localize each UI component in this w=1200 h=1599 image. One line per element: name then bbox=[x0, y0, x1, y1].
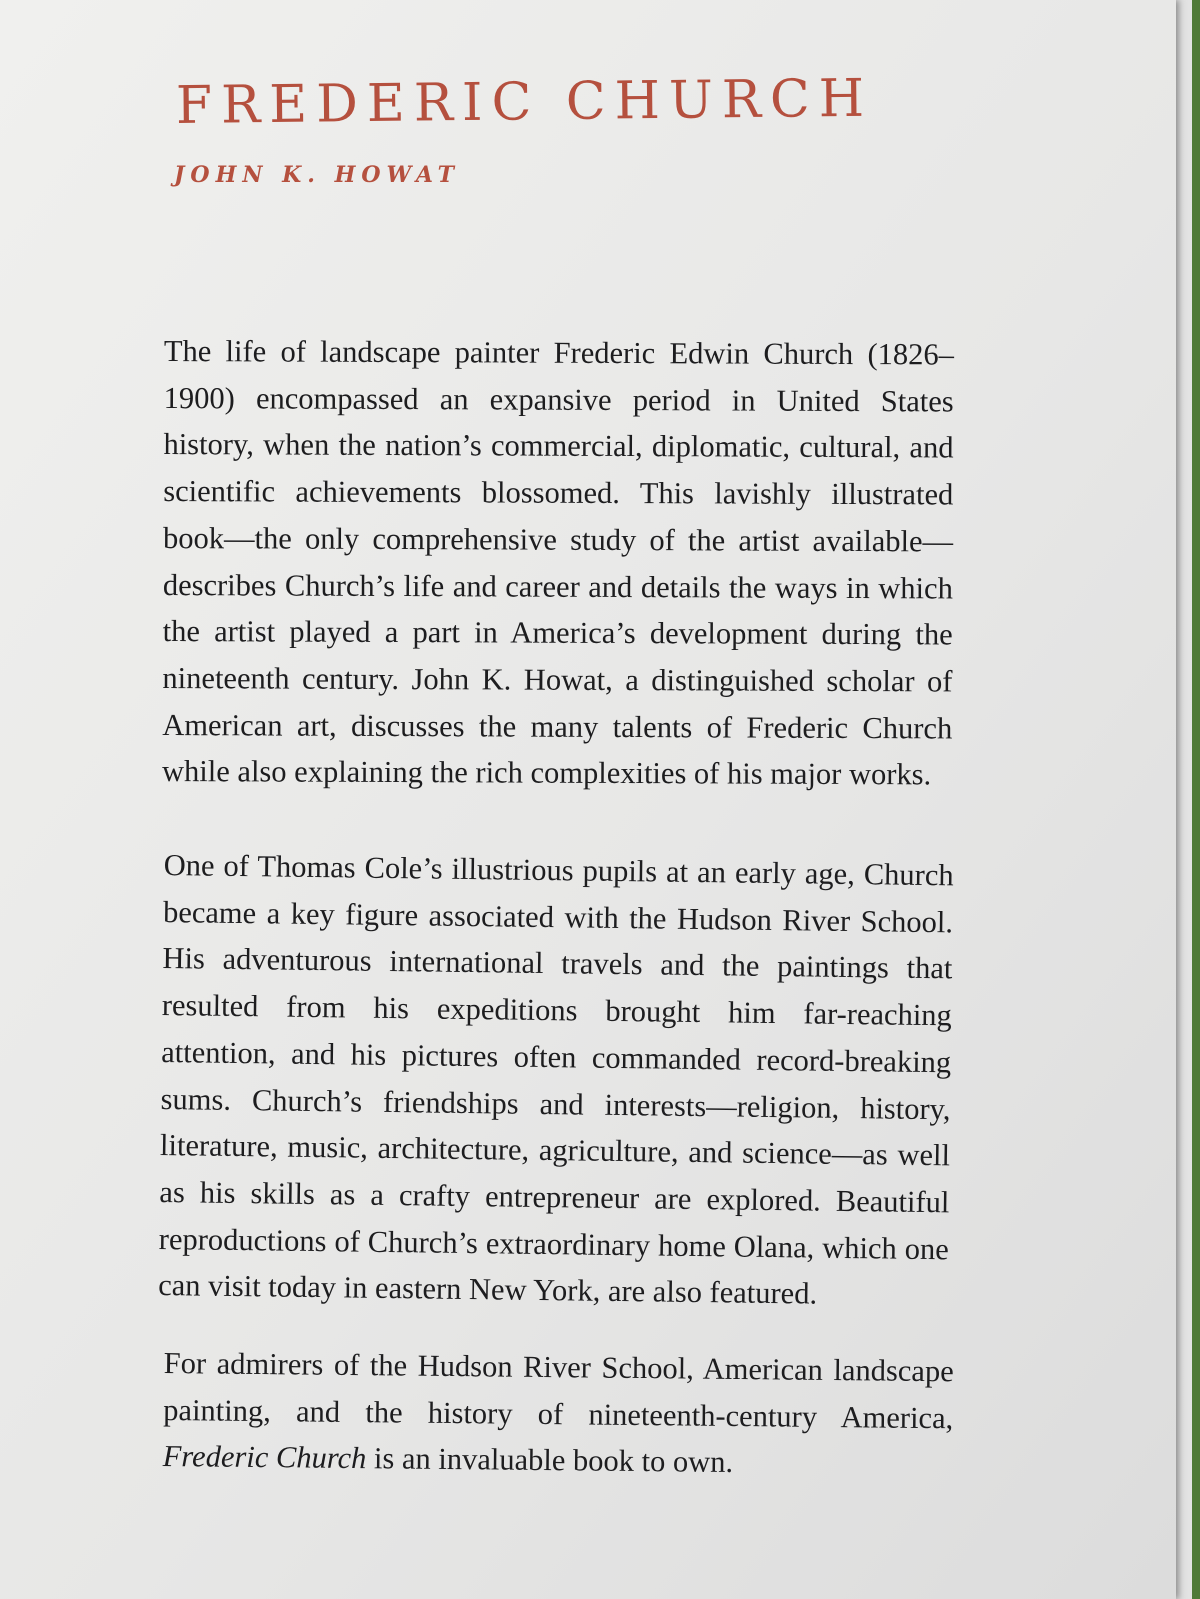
paragraph-3-intro: For admirers of the Hudson River School, American landscape painting, and the history of nineteenth-century America, bbox=[163, 1345, 954, 1435]
description-paragraph-3 bbox=[163, 1340, 954, 1488]
book-author: JOHN K. HOWAT bbox=[174, 162, 461, 188]
description-paragraph-2: One of Thomas Cole’s illustrious pupils at an early age, Church became a key figure associated with the Hudson River School. His adventurous international travels and the paintings that resulted from his expeditions brought him far-reaching attention, and his pictures often commanded record-breaking sums. Church’s friendships and interests—religion, history, literature, music, architecture, agriculture, and science—as well as his skills as a crafty entrepreneur are explored. Beautiful reproductions of Church’s extraordinary home Olana, which one can visit today in eastern New York, are also featured. bbox=[157, 847, 954, 1311]
paragraph-3-outro: is an invaluable book to own. bbox=[366, 1441, 734, 1480]
description-paragraph-1: The life of landscape painter Frederic Edwin Church (1826–1900) encompassed an expansive period in United States history, when the nation’s commercial, diplomatic, cultural, and scientific achievements blossomed. This lavishly illustrated book—the only comprehensive study of the artist available—describes Church’s life and career and details the ways in which the artist played a part in America’s development during the nineteenth century. John K. Howat, a distinguished scholar of American art, discusses the many talents of Frederic Church while also explaining the rich complexities of his major works. bbox=[161, 333, 954, 792]
book-title: FREDERIC CHURCH bbox=[175, 68, 874, 136]
paragraph-3-book-title: Frederic Church bbox=[162, 1439, 367, 1476]
